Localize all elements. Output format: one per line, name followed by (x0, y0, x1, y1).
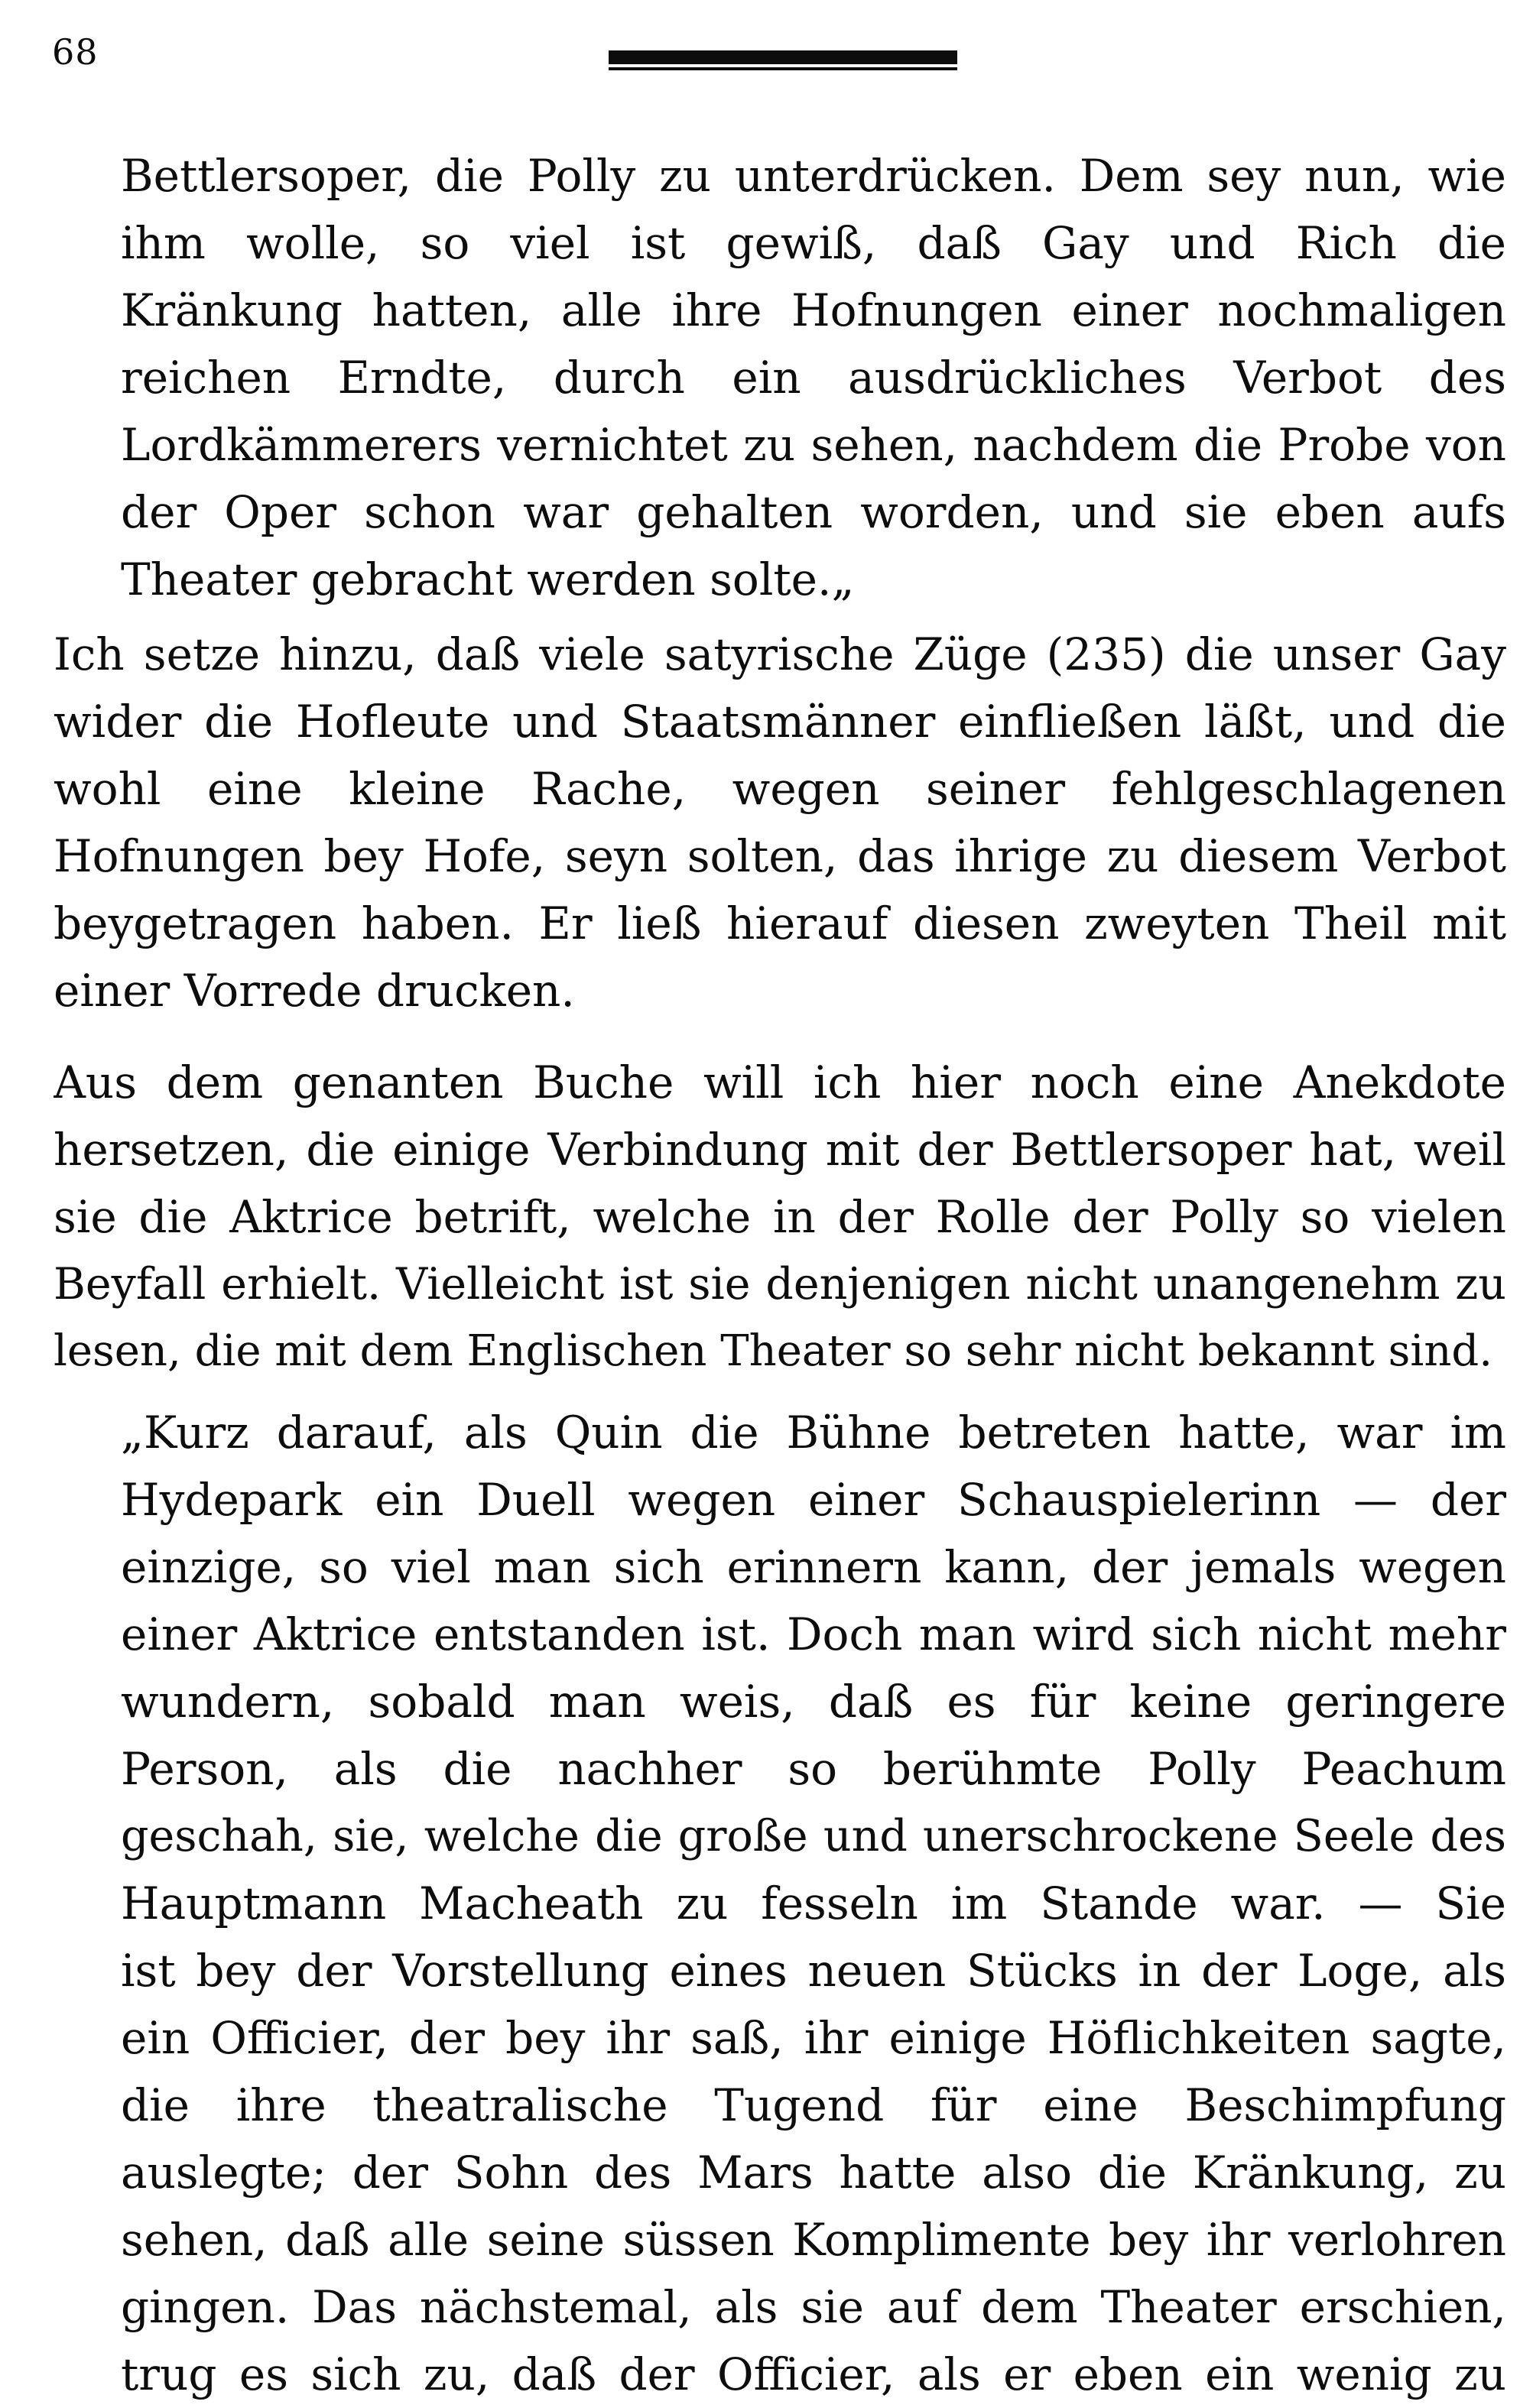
page-number: 68 (52, 31, 99, 73)
text-line: Hydepark ein Duell wegen einer Schauspielerinn — der (121, 1474, 1506, 1526)
text-line: beygetragen haben. Er ließ hierauf diesen zweyten Theil mit (54, 897, 1506, 949)
text-line: die ihre theatralische Tugend für eine Beschimpfung (121, 2079, 1506, 2131)
text-line: ein Officier, der bey ihr saß, ihr einige Höflichkeiten sagte, (121, 2012, 1506, 2064)
text-line: Theater gebracht werden solte.„ (121, 553, 855, 605)
text-line: Ich setze hinzu, daß viele satyrische Züge (235) die unser Gay (54, 628, 1506, 680)
text-line: Aus dem genanten Buche will ich hier noch eine Anekdote (54, 1056, 1506, 1108)
text-line: ist bey der Vorstellung eines neuen Stücks in der Loge, als (121, 1945, 1506, 1997)
paragraph-2 (54, 1049, 1506, 1385)
text-line: einer Aktrice entstanden ist. Doch man wird sich nicht mehr (121, 1608, 1506, 1660)
text-line: sehen, daß alle seine süssen Komplimente bey ihr verlohren (121, 2214, 1506, 2266)
text-line: reichen Erndte, durch ein ausdrückliches Verbot des (121, 352, 1506, 404)
text-line: auslegte; der Sohn des Mars hatte also die Kränkung, zu (121, 2147, 1506, 2199)
header-rule (609, 50, 957, 64)
paragraph-1 (54, 621, 1506, 1024)
text-line: Beyfall erhielt. Vielleicht ist sie denjenigen nicht unangenehm zu (54, 1259, 1506, 1309)
text-line: gingen. Das nächstemal, als sie auf dem Theater erschien, (121, 2281, 1506, 2333)
text-line: wundern, sobald man weis, daß es für keine geringere (121, 1676, 1506, 1728)
text-line: der Oper schon war gehalten worden, und sie eben aufs (121, 486, 1506, 538)
text-line: geschah, sie, welche die große und unerschrockene Seele des (121, 1811, 1506, 1861)
text-line: sie die Aktrice betrift, welche in der Rolle der Polly so vielen (54, 1191, 1506, 1243)
anecdote-quote (121, 1399, 1506, 2408)
text-line: Hofnungen bey Hofe, seyn solten, das ihrige zu diesem Verbot (54, 830, 1506, 882)
text-line: Lordkämmerers vernichtet zu sehen, nachdem die Probe von (121, 419, 1506, 471)
text-line: Person, als die nachher so berühmte Polly Peachum (121, 1743, 1506, 1795)
text-line: Hauptmann Macheath zu fesseln im Stande war. — Sie (121, 1877, 1506, 1929)
text-line: Kränkung hatten, alle ihre Hofnungen einer nochmaligen (121, 284, 1506, 336)
text-line: hersetzen, die einige Verbindung mit der Bettlersoper hat, weil (54, 1124, 1506, 1176)
text-line: Bettlersoper, die Polly zu unterdrücken. Dem sey nun, wie (121, 150, 1506, 202)
text-line: „Kurz darauf, als Quin die Bühne betreten hatte, war im (121, 1407, 1506, 1459)
text-line: wider die Hofleute und Staatsmänner einfließen läßt, und die (54, 696, 1506, 748)
text-line: einer Vorrede drucken. (54, 965, 575, 1017)
text-line: einzige, so viel man sich erinnern kann, der jemals wegen (121, 1541, 1506, 1593)
quote-continuation (121, 142, 1506, 613)
text-line: lesen, die mit dem Englischen Theater so sehr nicht bekannt sind. (54, 1326, 1493, 1376)
text-line: wohl eine kleine Rache, wegen seiner fehlgeschlagenen (54, 763, 1506, 815)
text-line: trug es sich zu, daß der Officier, als er eben ein wenig zu (121, 2348, 1506, 2400)
text-line: ihm wolle, so viel ist gewiß, daß Gay und Rich die (121, 217, 1506, 269)
